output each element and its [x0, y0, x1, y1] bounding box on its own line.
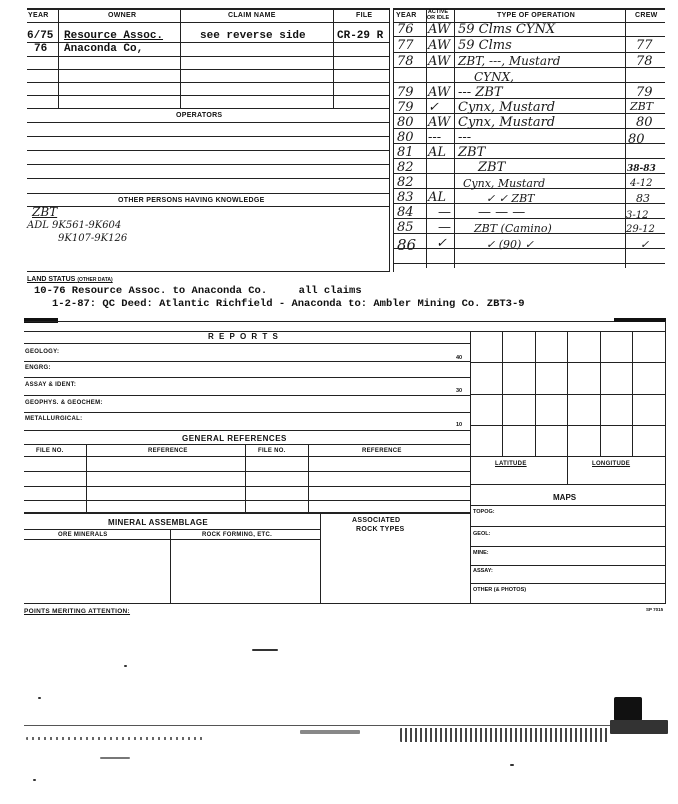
op-status: — — [438, 220, 451, 235]
owner-name: Anaconda Co, — [64, 43, 144, 55]
longitude-label: LONGITUDE — [592, 461, 631, 467]
op-type: Cynx, Mustard — [458, 100, 556, 115]
other-persons-label: OTHER PERSONS HAVING KNOWLEDGE — [118, 197, 265, 204]
op-type: Cynx, Mustard — [463, 177, 546, 190]
ref-reference-2: REFERENCE — [362, 448, 402, 454]
op-type: 59 Clms CYNX — [458, 22, 556, 37]
op-crew: 77 — [636, 38, 653, 53]
header-year-2: YEAR — [396, 12, 417, 19]
land-status-line-1: 10-76 Resource Assoc. to Anaconda Co. all claims — [34, 285, 362, 297]
op-crew: 4-12 — [630, 178, 653, 189]
op-crew: 79 — [636, 85, 653, 100]
op-status: ✓ — [428, 100, 439, 115]
op-type: — — — — [478, 205, 526, 220]
op-type: ✓ ✓ ZBT — [486, 192, 535, 205]
claim-name: see reverse side — [200, 30, 306, 42]
land-status-line-2: 1-2-87: QC Deed: Atlantic Richfield - Anaconda to: Ambler Mining Co. ZBT3-9 — [52, 298, 525, 310]
land-status-label: LAND STATUS — [27, 276, 76, 283]
report-geophys: GEOPHYS. & GEOCHEM: — [25, 400, 103, 406]
op-year: 80 — [397, 115, 414, 130]
op-crew: 80 — [636, 115, 653, 130]
op-type: Cynx, Mustard — [458, 115, 556, 130]
op-year: 81 — [397, 145, 414, 160]
report-assay: ASSAY & IDENT: — [25, 382, 77, 388]
report-scale-40: 40 — [456, 355, 463, 361]
other-person-entry: ZBT — [32, 205, 58, 219]
op-type: 59 Clms — [458, 38, 512, 53]
report-geology: GEOLOGY: — [25, 349, 60, 355]
op-crew: 3-12 — [626, 210, 649, 221]
op-type: --- — [458, 130, 472, 145]
reports-title: R E P O R T S — [208, 332, 280, 341]
header-year: YEAR — [28, 12, 49, 19]
header-or-idle: OR IDLE — [426, 15, 450, 21]
header-crew: CREW — [635, 12, 658, 19]
mineral-title: MINERAL ASSEMBLAGE — [108, 518, 209, 527]
header-owner: OWNER — [108, 12, 137, 19]
other-person-entry: ADL 9K561-9K604 — [27, 220, 122, 231]
op-status: AW — [428, 54, 451, 69]
op-year: 84 — [397, 205, 414, 220]
land-status-sublabel: (OTHER DATA) — [77, 277, 113, 283]
maps-title: MAPS — [553, 493, 577, 502]
op-status: AL — [428, 190, 447, 205]
ore-minerals-label: ORE MINERALS — [58, 532, 108, 538]
op-status: AW — [428, 115, 451, 130]
op-type: ZBT — [458, 145, 486, 160]
op-year: 80 — [397, 130, 414, 145]
op-status: AL — [428, 145, 447, 160]
other-person-entry: 9K107-9K126 — [58, 233, 128, 244]
op-year: 82 — [397, 160, 414, 175]
file-number: CR-29 R — [337, 30, 384, 42]
header-active: ACTIVE — [427, 9, 449, 15]
op-type: ZBT — [478, 160, 506, 175]
op-year: 77 — [397, 38, 414, 53]
op-type: ✓ (90) ✓ — [486, 238, 535, 251]
op-year: 78 — [397, 54, 414, 69]
op-type: CYNX, — [474, 70, 514, 84]
op-type: ZBT (Camino) — [474, 222, 552, 235]
op-type: --- ZBT — [458, 85, 503, 100]
op-year: 82 — [397, 175, 414, 190]
op-status: AW — [428, 22, 451, 37]
owner-name: Resource Assoc. — [64, 30, 164, 42]
op-status: --- — [428, 130, 442, 145]
ref-file-no-2: FILE NO. — [258, 448, 286, 454]
op-year: 79 — [397, 100, 414, 115]
general-references-title: GENERAL REFERENCES — [182, 434, 287, 443]
op-year: 85 — [397, 220, 414, 235]
points-meriting-attention: POINTS MERITING ATTENTION: — [24, 608, 131, 615]
report-scale-10: 10 — [456, 422, 463, 428]
op-year: 86 — [397, 236, 417, 254]
op-crew: 38-83 — [627, 164, 656, 174]
report-metallurgical: METALLURGICAL: — [25, 416, 83, 422]
op-status: ✓ — [436, 236, 447, 251]
map-geol: GEOL: — [473, 531, 491, 537]
report-engrg: ENGRG: — [25, 365, 51, 371]
header-type-of-operation: TYPE OF OPERATION — [497, 12, 576, 19]
header-file: FILE — [356, 12, 373, 19]
op-type: ZBT, ---, Mustard — [458, 54, 561, 68]
ref-file-no: FILE NO. — [36, 448, 64, 454]
op-year: 79 — [397, 85, 414, 100]
assoc-rock-label-2: ROCK TYPES — [356, 526, 405, 533]
op-year: 83 — [397, 190, 414, 205]
op-status: — — [438, 205, 451, 220]
map-other: OTHER (& PHOTOS) — [473, 587, 527, 593]
op-crew: ✓ — [640, 238, 650, 251]
op-crew: 78 — [636, 54, 653, 69]
op-status: AW — [428, 85, 451, 100]
form-number: SP 7015 — [646, 607, 664, 612]
map-topog: TOPOG: — [473, 509, 495, 515]
op-status: AW — [428, 38, 451, 53]
operators-label: OPERATORS — [176, 112, 223, 119]
rock-forming-label: ROCK FORMING, ETC. — [202, 532, 273, 538]
map-assay: ASSAY: — [473, 568, 493, 574]
owner-year: 6/75 — [27, 30, 54, 42]
op-year: 76 — [397, 22, 414, 37]
op-crew: ZBT — [630, 100, 654, 113]
latitude-label: LATITUDE — [495, 461, 527, 467]
owner-year: 76 — [34, 43, 48, 55]
ref-reference: REFERENCE — [148, 448, 188, 454]
op-crew: 83 — [636, 192, 650, 205]
report-scale-30: 30 — [456, 388, 463, 394]
op-crew: 29-12 — [626, 224, 655, 235]
assoc-rock-label-1: ASSOCIATED — [352, 517, 401, 524]
header-claim-name: CLAIM NAME — [228, 12, 276, 19]
op-crew: 80 — [628, 132, 645, 147]
map-mine: MINE: — [473, 550, 489, 556]
